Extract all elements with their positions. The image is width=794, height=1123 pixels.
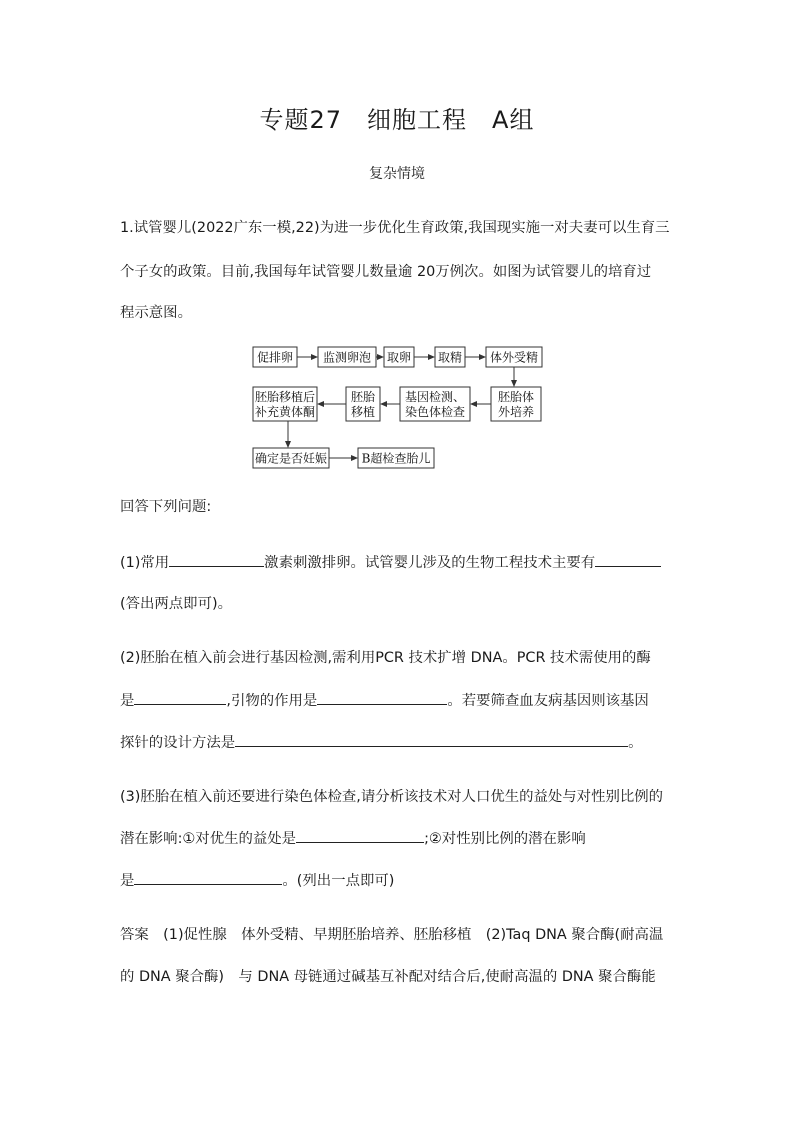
part-3-text-b: ;②对性别比例的潜在影响 xyxy=(424,831,586,847)
part-3-text-c: 是 xyxy=(120,873,135,889)
part-2-line-1: (2)胚胎在植入前会进行基因检测,需利用PCR 技术扩增 DNA。PCR 技术需使用的酶 xyxy=(120,650,651,666)
answer-line-2: 的 DNA 聚合酶) 与 DNA 母链通过碱基互补配对结合后,使耐高温的 DNA 聚合酶能 xyxy=(120,969,656,985)
part-3-text-d: 。(列出一点即可) xyxy=(282,873,395,889)
box-8-label-1: 胚胎 xyxy=(350,390,376,404)
part-2-text-e: 。 xyxy=(628,735,643,751)
answer-blank[interactable] xyxy=(134,689,226,705)
answer-prompt: 回答下列问题: xyxy=(120,499,212,515)
part-2-line-3 xyxy=(120,731,643,754)
part-3-line-3 xyxy=(120,869,394,892)
box-7-label-1: 基因检测、 xyxy=(404,390,466,404)
part-1-line-2: (答出两点即可)。 xyxy=(120,596,232,612)
box-9-label-2: 补充黄体酮 xyxy=(254,405,316,419)
part-2-line-2 xyxy=(120,689,649,712)
box-11-label: B超检查胎儿 xyxy=(361,451,431,466)
box-3-label: 取卵 xyxy=(386,350,412,365)
part-1-text-a: (1)常用 xyxy=(120,555,170,571)
answer-line-1: 答案 (1)促性腺 体外受精、早期胚胎培养、胚胎移植 (2)Taq DNA 聚合酶(耐高温 xyxy=(120,927,664,943)
answer-blank[interactable] xyxy=(169,551,264,567)
answer-blank[interactable] xyxy=(134,869,282,885)
question-1-line-2: 个子女的政策。目前,我国每年试管婴儿数量逾 20万例次。如图为试管婴儿的培育过 xyxy=(120,264,652,280)
page-title: 专题27 细胞工程 A组 xyxy=(259,106,535,134)
part-1-line-1 xyxy=(120,551,661,574)
part-2-text-d: 探针的设计方法是 xyxy=(120,735,236,751)
box-8-label-2: 移植 xyxy=(350,405,376,419)
part-2-text-a: 是 xyxy=(120,693,135,709)
question-1-line-3: 程示意图。 xyxy=(120,305,192,321)
part-3-line-2 xyxy=(120,827,586,850)
box-6-label-1: 胚胎体 xyxy=(497,390,535,404)
question-1-line-1: 1.试管婴儿(2022广东一模,22)为进一步优化生育政策,我国现实施一对夫妻可以生育三 xyxy=(120,220,670,236)
part-3-line-1: (3)胚胎在植入前还要进行染色体检查,请分析该技术对人口优生的益处与对性别比例的 xyxy=(120,789,664,805)
box-1-label: 促排卵 xyxy=(256,350,294,365)
box-5-label: 体外受精 xyxy=(489,350,539,365)
box-2-label: 监测卵泡 xyxy=(322,350,372,365)
box-4-label: 取精 xyxy=(437,350,463,365)
answer-blank[interactable] xyxy=(296,827,424,843)
part-1-text-b: 激素刺激排卵。试管婴儿涉及的生物工程技术主要有 xyxy=(264,555,596,571)
answer-blank[interactable] xyxy=(595,551,661,567)
part-2-text-b: ,引物的作用是 xyxy=(226,693,318,709)
ivf-flow-diagram xyxy=(0,0,794,480)
answer-blank[interactable] xyxy=(235,731,628,747)
box-9-label-1: 胚胎移植后 xyxy=(254,390,316,404)
answer-blank[interactable] xyxy=(317,689,447,705)
box-6-label-2: 外培养 xyxy=(497,405,535,419)
part-2-text-c: 。若要筛查血友病基因则该基因 xyxy=(447,693,649,709)
box-7-label-2: 染色体检查 xyxy=(404,405,466,419)
part-3-text-a: 潜在影响:①对优生的益处是 xyxy=(120,831,297,847)
box-10-label: 确定是否妊娠 xyxy=(254,451,328,466)
section-subtitle: 复杂情境 xyxy=(369,166,425,182)
